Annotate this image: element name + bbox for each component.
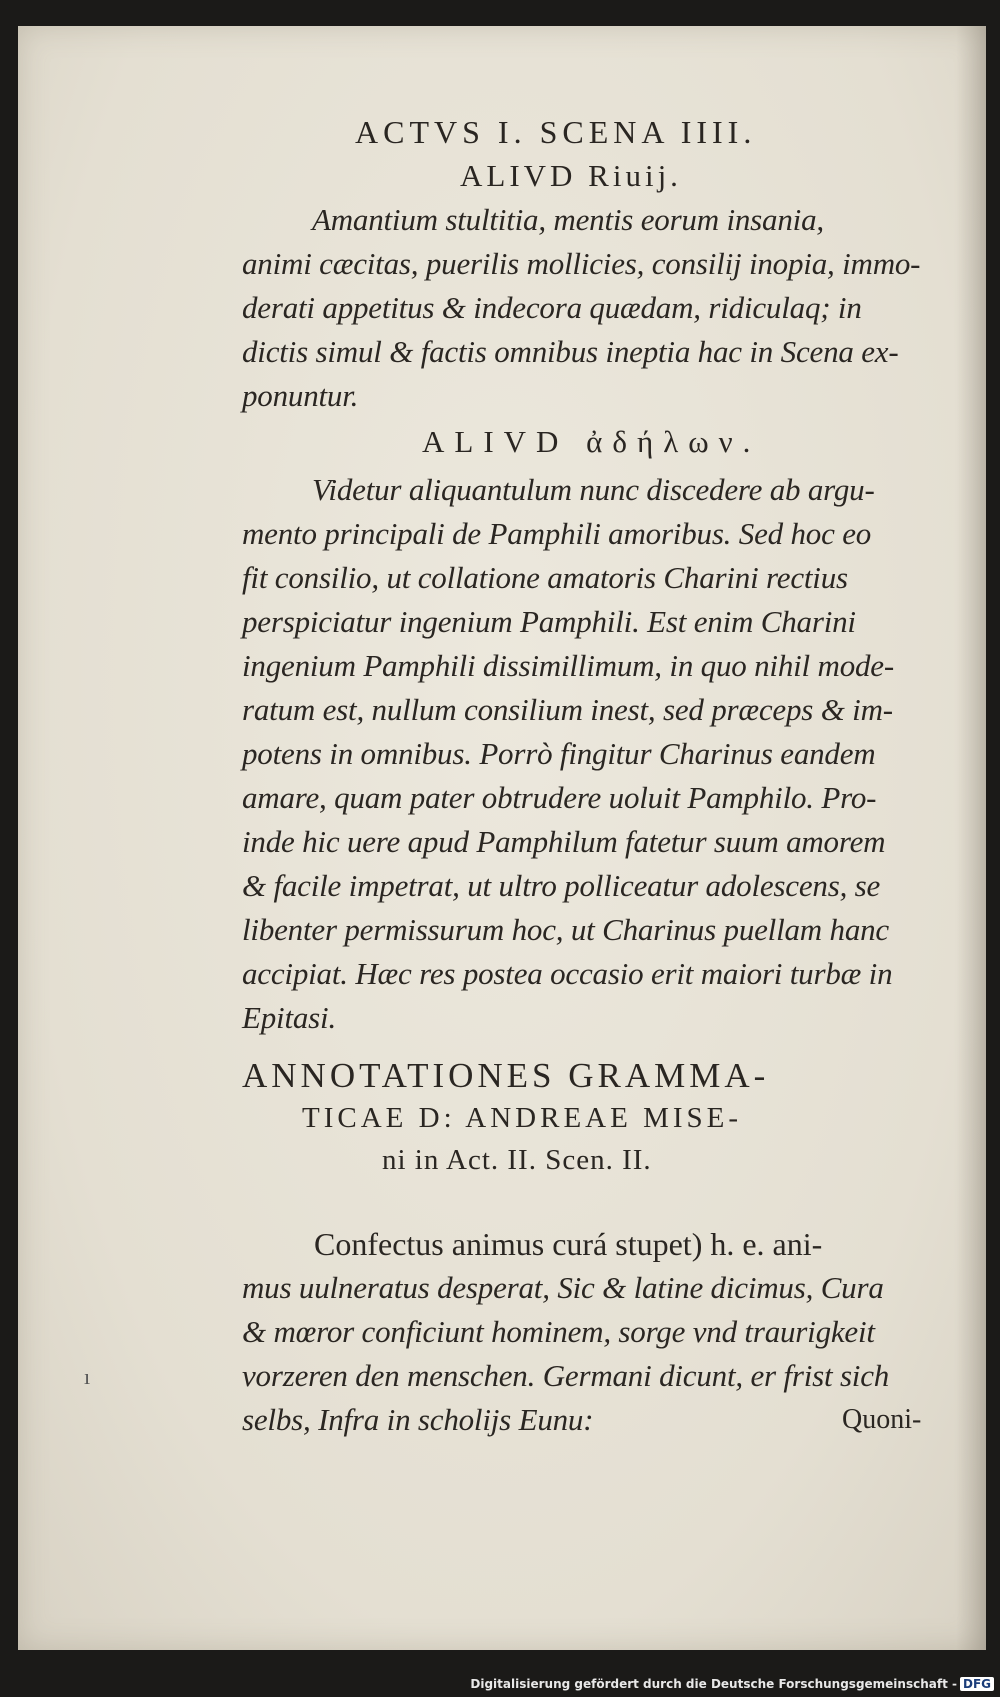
section2-line: ingenium Pamphili dissimillimum, in quo nihil mode- [242, 648, 894, 683]
section2-line: inde hic uere apud Pamphilum fatetur suum amorem [242, 824, 886, 859]
page-spine-shadow [956, 26, 986, 1650]
book-page [18, 26, 986, 1650]
section2-line: Epitasi. [242, 1000, 336, 1035]
dfg-footer [470, 1677, 994, 1691]
section2-line: accipiat. Hæc res postea occasio erit maiori turbæ in [242, 956, 893, 991]
annotations-heading-line: ni in Act. II. Scen. II. [382, 1144, 652, 1176]
section1-line: ponuntur. [242, 378, 359, 413]
annotation-line: mus uulneratus desperat, Sic & latine dicimus, Cura [242, 1270, 884, 1305]
section2-line: potens in omnibus. Porrò fingitur Charinus eandem [242, 736, 876, 771]
section1-heading: ALIVD Riuij. [460, 158, 682, 193]
section2-line: mento principali de Pamphili amoribus. Sed hoc eo [242, 516, 872, 551]
dfg-logo: DFG [960, 1677, 994, 1691]
margin-mark: ı [84, 1364, 91, 1389]
footer-text: Digitalisierung gefördert durch die Deutsche Forschungsgemeinschaft - [470, 1677, 957, 1691]
annotation-line: selbs, Infra in scholijs Eunu: [242, 1402, 594, 1437]
catchword: Quoni- [842, 1404, 922, 1435]
annotation-line: vorzeren den menschen. Germani dicunt, er frist sich [242, 1358, 890, 1393]
section1-line: Amantium stultitia, mentis eorum insania, [312, 202, 824, 237]
section2-line: libenter permissurum hoc, ut Charinus puellam hanc [242, 912, 889, 947]
annotations-heading-line: ANNOTATIONES GRAMMA- [242, 1056, 770, 1095]
section2-line: fit consilio, ut collatione amatoris Charini rectius [242, 560, 848, 595]
section1-line: animi cæcitas, puerilis mollicies, consilij inopia, immo- [242, 246, 921, 281]
section2-line: perspiciatur ingenium Pamphili. Est enim Charini [242, 604, 856, 639]
section1-line: derati appetitus & indecora quædam, ridiculaq; in [242, 290, 862, 325]
annotation-lemma: Confectus animus curá stupet) h. e. ani- [314, 1226, 823, 1262]
section2-line: amare, quam pater obtrudere uoluit Pamphilo. Pro- [242, 780, 877, 815]
section1-line: dictis simul & factis omnibus ineptia hac in Scena ex- [242, 334, 899, 369]
running-title: ACTVS I. SCENA IIII. [355, 114, 757, 150]
section2-line: & facile impetrat, ut ultro polliceatur adolescens, se [242, 868, 881, 903]
annotations-heading-line: TICAE D: ANDREAE MISE- [302, 1102, 743, 1134]
annotation-line: & mœror conficiunt hominem, sorge vnd traurigkeit [242, 1314, 875, 1349]
section2-line: ratum est, nullum consilium inest, sed præceps & im- [242, 692, 893, 727]
section2-heading: ALIVD ἀδήλων. [422, 424, 761, 459]
section2-line: Videtur aliquantulum nunc discedere ab argu- [312, 472, 875, 507]
